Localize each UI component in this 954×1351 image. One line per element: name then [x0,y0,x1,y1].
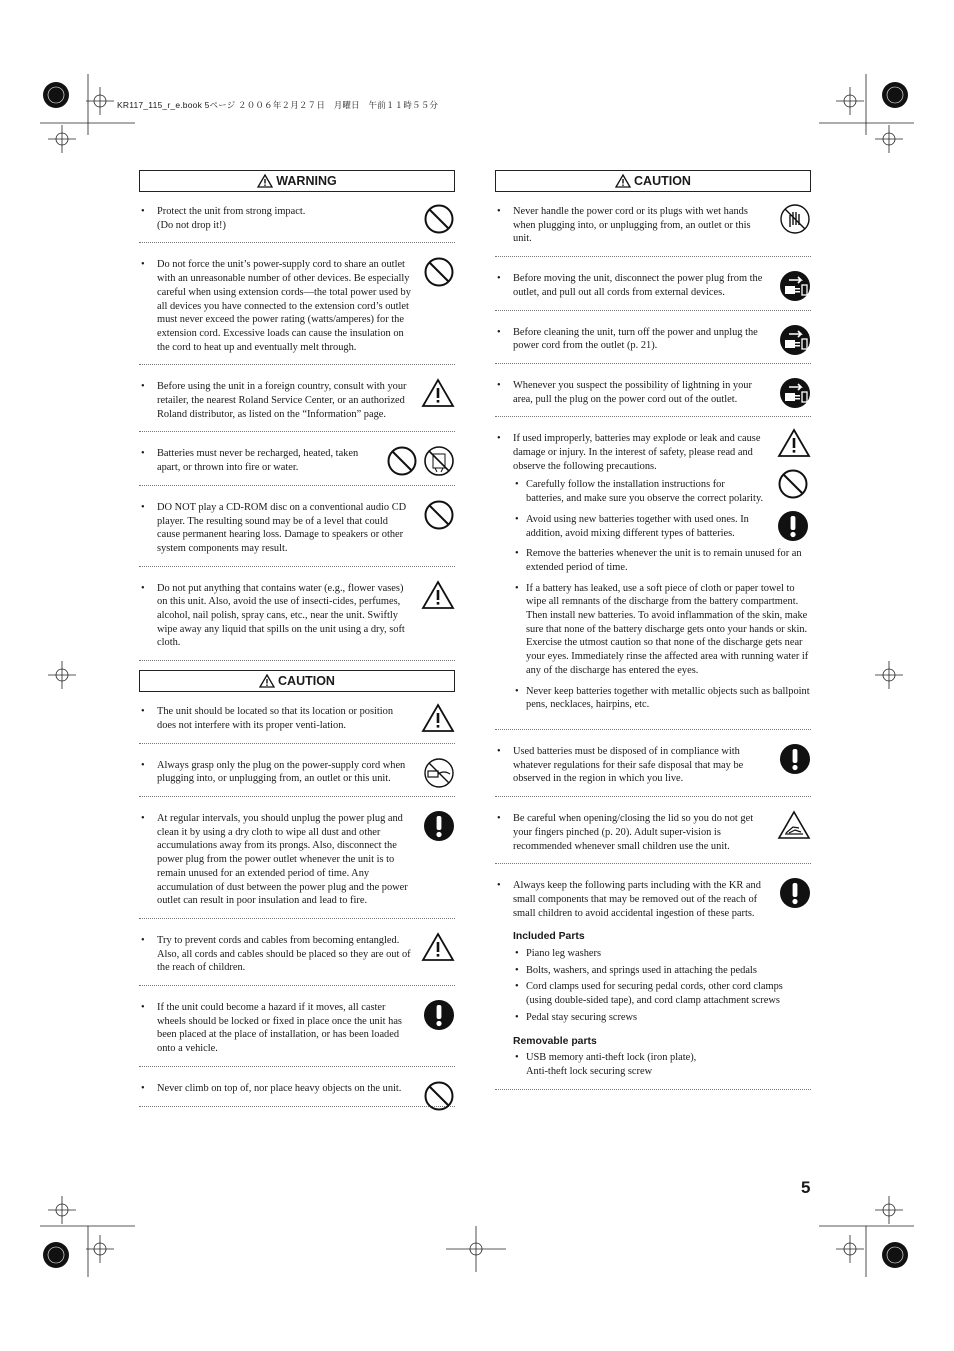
caution-triangle-icon [259,674,275,688]
safety-item [139,374,455,432]
battery-icons [777,428,811,546]
prohibited-icon [777,468,811,505]
safety-item [139,576,455,662]
warning-heading [139,170,455,192]
safety-item [139,995,455,1067]
safety-item-text: • The unit should be located so that its location or position does not interfere with its proper venti-lation. [139,705,455,732]
mandatory-icon [779,877,811,914]
safety-item [495,739,811,797]
battery-sub-item: • Never keep batteries together with metallic objects such as ballpoint pens, necklaces, hairpins, etc. [513,685,811,712]
included-parts-list [513,947,811,1025]
caution-title-right: CAUTION [634,174,691,188]
left-column [139,170,455,1116]
safety-item-icons [779,270,811,307]
battery-intro [495,432,811,473]
parts-item [495,873,811,1089]
prohibited-icon [386,445,418,482]
safety-item-text: • Batteries must never be recharged, heated, taken apart, or thrown into fire or water. [139,447,455,474]
prohibited-icon [423,1080,455,1117]
prohibited-icon [423,499,455,536]
safety-item-text: • Before cleaning the unit, turn off the power and unplug the power cord from the outlet (p. 21). [495,326,811,353]
finger-pinch-icon [777,810,811,845]
right-column [495,170,811,1099]
safety-item [139,252,455,365]
safety-item [139,753,455,797]
removable-parts-list [513,1051,811,1078]
safety-item-icons [421,378,455,413]
safety-item-icons [779,377,811,414]
no-wet-hands-icon [779,203,811,240]
battery-sublist [513,478,811,712]
safety-item-text: • DO NOT play a CD-ROM disc on a conventional audio CD player. The resulting sound may be of a level that could cause permanent hearing loss. Damage to speakers or other system components may result. [139,501,455,556]
safety-item-text: • Whenever you suspect the possibility of lightning in your area, pull the plug on the power cord out of the outlet. [495,379,811,406]
mandatory-icon [777,510,811,547]
safety-item-icons [421,932,455,967]
safety-item-icons [423,499,455,536]
parts-icons [779,877,811,914]
safety-item-icons [777,810,811,845]
caution-triangle-icon [421,378,455,413]
battery-intro-text: If used improperly, batteries may explode or leak and cause damage or injury. In the interest of safety, please read and observe the following precautions. [513,433,761,472]
parts-intro-text: Always keep the following parts including with the KR and small components that may be removed out of the reach of small children to avoid accidental ingestion of these parts. [513,880,761,919]
grasp-plug-icon [423,757,455,794]
safety-item-icons [386,445,455,482]
mandatory-icon [423,810,455,847]
safety-item-text: • Be careful when opening/closing the lid so you do not get your fingers pinched (p. 20). Adult super-vision is recommended whenever small children use the unit. [495,812,811,853]
safety-item [139,199,455,243]
mandatory-icon [423,999,455,1036]
page-number: 5 [801,1178,811,1197]
battery-sub-item: • Avoid using new batteries together with used ones. In addition, avoid mixing different types of batteries. [513,513,771,540]
mandatory-icon [779,743,811,780]
safety-item-text: • At regular intervals, you should unplug the power plug and clean it by using a dry cloth to wipe all dust and other accumulations away from its prongs. Also, disconnect the power plug from the power outlet whenever the unit is to remain unused for an extended period of time. Any accumulation of dust between the power plug and the power outlet can result in poor insulation and lead to fire. [139,812,455,908]
unplug-icon [779,377,811,414]
safety-item-icons [779,743,811,780]
unplug-icon [779,270,811,307]
safety-item-icons [423,1080,455,1117]
warning-title: WARNING [276,174,337,188]
safety-item-icons [423,757,455,794]
caution-list-right [495,199,811,417]
caution-triangle-icon [421,703,455,738]
caution-list-right-2 [495,739,811,864]
prohibited-icon [423,203,455,240]
removable-part: • USB memory anti-theft lock (iron plate), Anti-theft lock securing screw [513,1051,811,1078]
battery-sub-item: • Carefully follow the installation instructions for batteries, and make sure you observe the correct polarity. [513,478,765,505]
safety-item-text: • Before using the unit in a foreign country, consult with your retailer, the nearest Roland Service Center, or an authorized Roland distributor, as listed on the “Information” page. [139,380,455,421]
safety-item [495,373,811,417]
battery-item [495,426,811,730]
safety-item-icons [421,703,455,738]
safety-item-icons [779,203,811,240]
safety-item-text: • Try to prevent cords and cables from becoming entangled. Also, all cords and cables should be placed so they are out of the reach of children. [139,934,455,975]
safety-item [139,441,455,485]
file-header: KR117_115_r_e.book 5ページ ２００６年２月２７日 月曜日 午前１１時５５分 [117,100,439,110]
safety-item-icons [423,810,455,847]
caution-triangle-icon [777,428,811,463]
safety-item [139,1076,455,1107]
included-part: • Pedal stay securing screws [513,1011,811,1025]
safety-item [139,928,455,986]
caution-list [139,699,455,1106]
warning-list [139,199,455,661]
included-part: • Cord clamps used for securing pedal cords, other cord clamps (using double-sided tape), and cord clamp attachment screws [513,980,811,1007]
safety-item-icons [423,203,455,240]
safety-item [495,266,811,310]
included-parts-heading: Included Parts [513,931,585,943]
safety-item [495,199,811,257]
removable-parts-heading: Removable parts [513,1035,597,1047]
safety-item-text: • Used batteries must be disposed of in compliance with whatever regulations for their safe disposal that may be observed in the region in which you live. [495,745,811,786]
safety-item-text: • Never climb on top of, nor place heavy objects on the unit. [139,1082,455,1096]
unplug-icon [779,324,811,361]
safety-item-icons [779,324,811,361]
safety-item-text: • Protect the unit from strong impact. (Do not drop it!) [139,205,455,232]
safety-item-icons [421,580,455,615]
safety-item-text: • Before moving the unit, disconnect the power plug from the outlet, and pull out all cords from external devices. [495,272,811,299]
caution-triangle-icon [421,932,455,967]
battery-sub-item: • If a battery has leaked, use a soft piece of cloth or paper towel to wipe all remnants of the discharge from the battery compartment. Then install new batteries. To avoid inflammation of the skin, make sure that none of the battery discharge gets onto your hands or skin. Exercise the utmost caution so that none of the discharge gets near your eyes. Immediately rinse the affected area with running water if any of the discharge has entered the eyes. [513,582,817,678]
caution-triangle-icon [421,580,455,615]
safety-item [495,806,811,864]
caution-heading-right [495,170,811,192]
safety-item-text: • If the unit could become a hazard if it moves, all caster wheels should be locked or fixed in place once the unit has been placed at the place of installation, or has been loaded onto a vehicle. [139,1001,455,1056]
safety-item-text: • Never handle the power cord or its plugs with wet hands when plugging into, or unplugging from, an outlet or this unit. [495,205,811,246]
parts-intro [495,879,811,920]
prohibited-icon [423,256,455,293]
caution-heading [139,670,455,692]
no-disassemble-icon [423,445,455,482]
safety-item [139,699,455,743]
safety-item [139,495,455,567]
included-part: • Bolts, washers, and springs used in attaching the pedals [513,964,811,978]
safety-item-text: • Do not force the unit’s power-supply cord to share an outlet with an unreasonable number of other devices. Be especially careful when using extension cords—the total power used by all devices you have connected to the extension cord’s outlet must never exceed the power rating (watts/amperes) for the extension cord. Excessive loads can cause the insulation on the cord to heat up and eventually melt through. [139,258,455,354]
safety-item-icons [423,999,455,1036]
included-part: • Piano leg washers [513,947,811,961]
safety-item-icons [423,256,455,293]
safety-item [495,320,811,364]
safety-item-text: • Do not put anything that contains water (e.g., flower vases) on this unit. Also, avoid the use of insecti-cides, perfumes, alcohol, nail polish, spray cans, etc., near the unit. Swiftly wipe away any liquid that spills on the unit using a dry, soft cloth. [139,582,455,651]
battery-sub-item: • Remove the batteries whenever the unit is to remain unused for an extended period of time. [513,547,811,574]
safety-item [139,806,455,919]
safety-item-text: • Always grasp only the plug on the power-supply cord when plugging into, or unplugging from, an outlet or this unit. [139,759,455,786]
caution-triangle-icon [615,174,631,188]
caution-title: CAUTION [278,674,335,689]
warning-triangle-icon [257,174,273,188]
